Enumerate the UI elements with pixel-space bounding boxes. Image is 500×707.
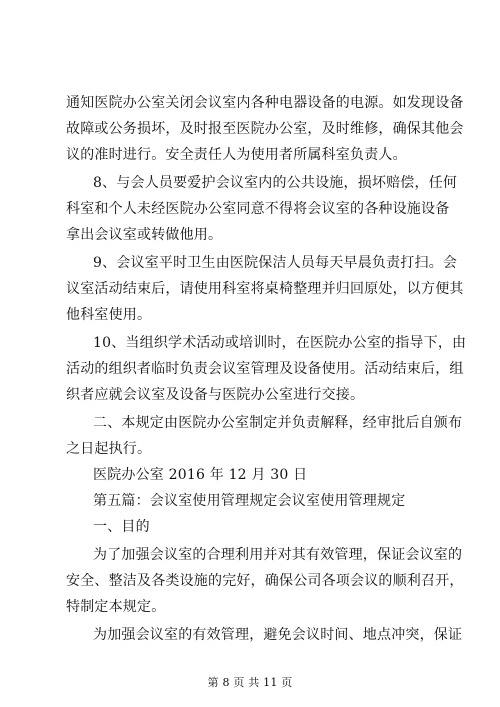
text-line: 故障或公务损坏，及时报至医院办公室，及时维修，确保其他会 xyxy=(66,121,464,137)
text-line: 8、与会人员要爱护会议室内的公共设施，损坏赔偿，任何 xyxy=(93,175,458,191)
text-line: 为了加强会议室的合理利用并对其有效管理，保证会议室的 xyxy=(93,547,463,563)
text-line: 议室活动结束后，请使用科室将桌椅整理并归回原处，以方便其 xyxy=(66,281,464,297)
page-number-footer: 第 8 页 共 11 页 xyxy=(207,676,293,689)
text-line: 活动的组织者临时负责会议室管理及设备使用。活动结束后，组 xyxy=(66,361,464,377)
date-line: 医院办公室 2016 年 12 月 30 日 xyxy=(93,467,308,483)
text-line: 10、当组织学术活动或培训时，在医院办公室的指导下，由 xyxy=(93,335,467,351)
text-line: 拿出会议室或转做他用。 xyxy=(66,227,223,243)
text-line: 科室和个人未经医院办公室同意不得将会议室的各种设施设备 xyxy=(66,201,450,217)
text-line: 二、本规定由医院办公室制定并负责解释，经审批后自颁布 xyxy=(93,415,463,431)
text-line: 特制定本规定。 xyxy=(66,599,166,615)
text-line: 他科室使用。 xyxy=(66,307,152,323)
text-line: 9、会议室平时卫生由医院保洁人员每天早晨负责打扫。会 xyxy=(93,255,458,271)
text-line: 织者应就会议室及设备与医院办公室进行交接。 xyxy=(66,387,365,403)
text-line: 通知医院办公室关闭会议室内各种电器设备的电源。如发现设备 xyxy=(66,95,464,111)
subsection-heading: 一、目的 xyxy=(93,519,150,535)
text-line: 议的准时进行。安全责任人为使用者所属科室负责人。 xyxy=(66,147,407,163)
text-line: 为加强会议室的有效管理，避免会议时间、地点冲突，保证 xyxy=(93,627,463,643)
text-line: 之日起执行。 xyxy=(66,441,152,457)
section-heading: 第五篇：会议室使用管理规定会议室使用管理规定 xyxy=(93,493,406,509)
text-line: 安全、整洁及各类设施的完好，确保公司各项会议的顺利召开， xyxy=(66,573,464,589)
